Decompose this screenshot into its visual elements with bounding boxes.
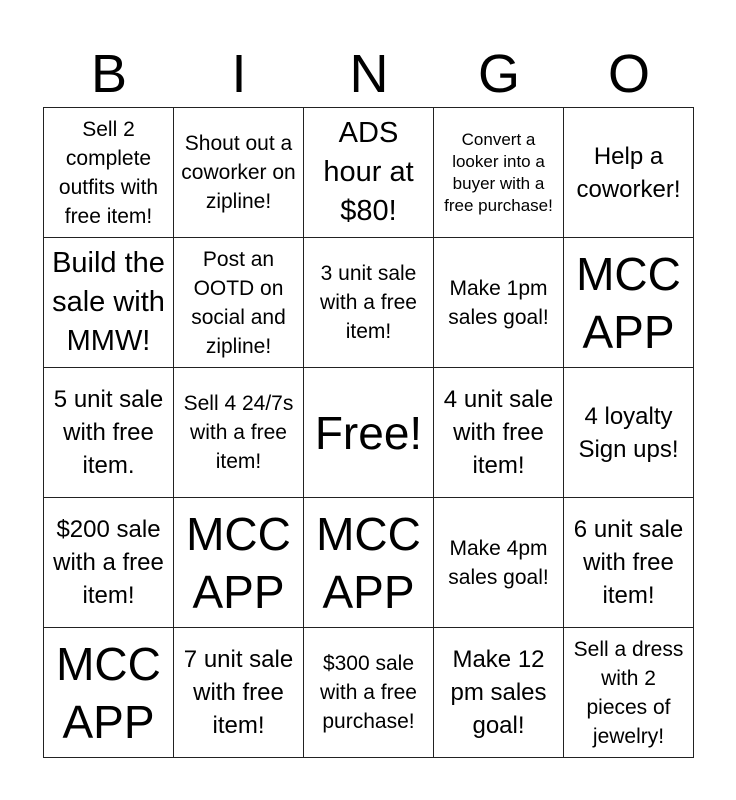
bingo-cell-text: Help a coworker! [576,142,681,203]
bingo-cell-text: MCC APP [576,247,681,358]
bingo-cell-text: Make 4pm sales goal! [448,536,549,589]
bingo-header [44,40,694,108]
header-letter-g: G [477,44,520,104]
bingo-cell-text: 7 unit sale with free item! [183,646,294,739]
bingo-cell-text: Make 12 pm sales goal! [450,646,547,739]
header-letter-b: B [90,44,128,104]
header-letter-i: I [231,44,247,104]
bingo-cell-text: 6 unit sale with free item! [573,516,684,609]
bingo-cell-text: Shout out a coworker on zipline! [181,132,296,213]
bingo-cell-text: MCC APP [186,507,291,618]
bingo-cell-r5-c5[interactable] [564,628,694,758]
bingo-board [43,107,694,758]
bingo-cell-text: Convert a looker into a buyer with a free purchase! [444,129,553,215]
bingo-cell-text: Free! [314,406,423,459]
bingo-cell-r3-c1[interactable] [44,368,174,498]
bingo-cell-r5-c2[interactable] [174,628,304,758]
bingo-cell-text: MCC APP [56,637,161,748]
bingo-cell-r1-c2[interactable] [174,108,304,238]
bingo-cell-r3-c5[interactable] [564,368,694,498]
bingo-free-space[interactable] [304,368,434,498]
bingo-cell-r4-c1[interactable] [44,498,174,628]
bingo-cell-r3-c4[interactable] [434,368,564,498]
bingo-cell-r1-c3[interactable] [304,108,434,238]
bingo-cell-text: 4 loyalty Sign ups! [578,402,679,463]
bingo-cell-r2-c1[interactable] [44,238,174,368]
bingo-cell-r1-c5[interactable] [564,108,694,238]
bingo-cell-r1-c4[interactable] [434,108,564,238]
bingo-cell-text: Build the sale with MMW! [52,247,165,357]
bingo-cell-text: Sell 2 complete outfits with free item! [58,117,159,228]
bingo-cell-r2-c4[interactable] [434,238,564,368]
bingo-cell-r3-c2[interactable] [174,368,304,498]
bingo-cell-r4-c2[interactable] [174,498,304,628]
header-letter-o: O [607,44,650,104]
bingo-cell-r2-c3[interactable] [304,238,434,368]
bingo-cell-text: 5 unit sale with free item. [53,386,164,479]
bingo-cell-r4-c5[interactable] [564,498,694,628]
bingo-cell-r4-c3[interactable] [304,498,434,628]
bingo-cell-r5-c3[interactable] [304,628,434,758]
bingo-cell-r2-c5[interactable] [564,238,694,368]
bingo-cell-r1-c1[interactable] [44,108,174,238]
bingo-cell-text: 3 unit sale with a free item! [320,262,417,343]
bingo-cell-text: Make 1pm sales goal! [448,276,549,329]
bingo-cell-r5-c4[interactable] [434,628,564,758]
bingo-cell-text: Sell 4 24/7s with a free item! [183,392,294,473]
bingo-cell-text: $300 sale with a free purchase! [320,652,417,733]
bingo-cell-r5-c1[interactable] [44,628,174,758]
header-letter-n: N [349,44,389,104]
bingo-cell-text: 4 unit sale with free item! [443,386,554,479]
bingo-cell-text: Sell a dress with 2 pieces of jewelry! [573,637,684,748]
bingo-cell-text: ADS hour at $80! [323,117,414,227]
bingo-cell-text: MCC APP [316,507,421,618]
bingo-cell-text: $200 sale with a free item! [53,516,164,609]
bingo-cell-r4-c4[interactable] [434,498,564,628]
bingo-cell-text: Post an OOTD on social and zipline! [191,247,286,358]
bingo-cell-r2-c2[interactable] [174,238,304,368]
